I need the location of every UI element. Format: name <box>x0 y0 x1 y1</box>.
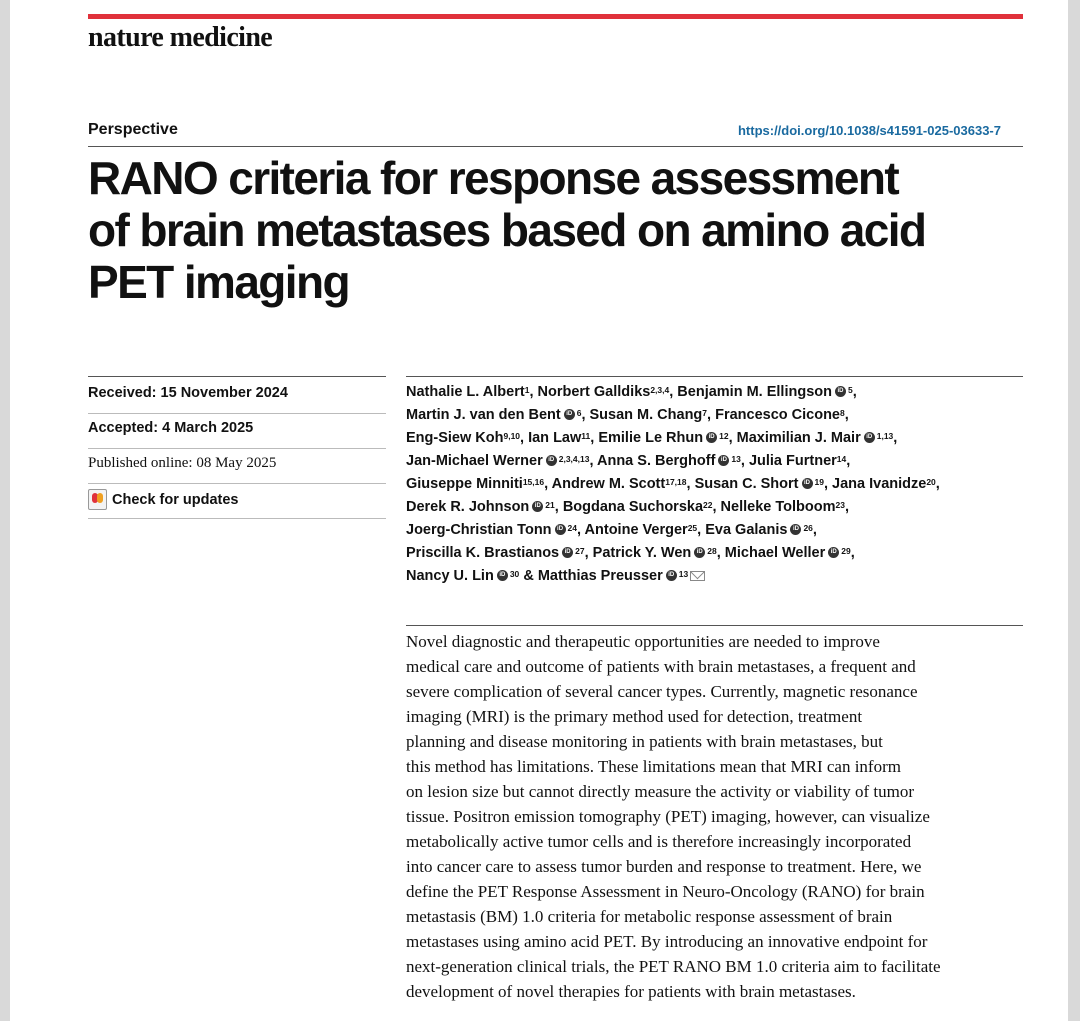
abstract-line: metastasis (BM) 1.0 criteria for metabolic response assessment of brain <box>406 907 893 926</box>
abstract-line: imaging (MRI) is the primary method used for detection, treatment <box>406 707 863 726</box>
affiliation-superscript: 11 <box>581 431 591 441</box>
author-separator: , <box>844 499 849 515</box>
author-line <box>406 381 1026 404</box>
accepted-label: Accepted: <box>88 420 159 436</box>
article-page <box>10 0 1068 1021</box>
journal-accent-bar <box>88 14 1023 19</box>
author-name[interactable]: Martin J. van den Bent <box>406 407 561 423</box>
mail-icon[interactable] <box>690 571 705 581</box>
author-separator: , <box>935 476 940 492</box>
author-separator: , <box>823 476 833 492</box>
authors-rule <box>406 376 1023 377</box>
author-separator: , <box>589 453 597 469</box>
author-separator: , <box>707 407 716 423</box>
abstract-line: define the PET Response Assessment in Neuro-Oncology (RANO) for brain <box>406 882 925 901</box>
author-name[interactable]: Eva Galanis <box>705 522 788 538</box>
orcid-icon[interactable] <box>864 432 875 443</box>
published-date: Published online: 08 May 2025 <box>88 455 277 471</box>
affiliation-superscript: 29 <box>841 546 851 556</box>
author-separator: , <box>686 476 695 492</box>
author-line <box>406 404 1026 427</box>
affiliation-superscript: 1,13 <box>876 431 894 441</box>
affiliation-superscript: 13 <box>731 454 741 464</box>
affiliation-superscript: 2,3,4 <box>650 385 670 395</box>
author-separator: , <box>740 453 749 469</box>
author-separator: , <box>716 545 725 561</box>
author-name[interactable]: Jana Ivanidze <box>832 476 927 492</box>
author-name[interactable]: Nancy U. Lin <box>406 568 494 584</box>
affiliation-superscript: 2,3,4,13 <box>558 454 590 464</box>
affiliation-superscript: 17,18 <box>665 477 687 487</box>
author-name[interactable]: Bogdana Suchorska <box>562 499 704 515</box>
abstract-line: next-generation clinical trials, the PET RANO BM 1.0 criteria aim to facilitate <box>406 957 941 976</box>
author-separator: , <box>590 430 599 446</box>
affiliation-superscript: 9,10 <box>503 431 521 441</box>
affiliation-superscript: 30 <box>509 569 520 579</box>
abstract-line: tissue. Positron emission tomography (PET) imaging, however, can visualize <box>406 807 930 826</box>
author-name[interactable]: Maximilian J. Mair <box>736 430 861 446</box>
article-title <box>88 152 988 308</box>
affiliation-superscript: 6 <box>576 408 582 418</box>
header-rule <box>88 146 1023 147</box>
title-line: RANO criteria for response assessment <box>88 152 899 204</box>
affiliation-superscript: 27 <box>575 546 585 556</box>
author-name[interactable]: Andrew M. Scott <box>551 476 666 492</box>
affiliation-superscript: 7 <box>702 408 708 418</box>
author-name[interactable]: Antoine Verger <box>584 522 688 538</box>
abstract-line: metabolically active tumor cells and is therefore increasingly incorporated <box>406 832 912 851</box>
author-separator: , <box>846 453 851 469</box>
author-name[interactable]: Nelleke Tolboom <box>720 499 836 515</box>
author-name[interactable]: Emilie Le Rhun <box>598 430 704 446</box>
affiliation-superscript: 1 <box>524 385 530 395</box>
affiliation-superscript: 5 <box>847 385 853 395</box>
accepted-date <box>88 420 253 436</box>
accepted-value: 4 March 2025 <box>162 420 254 436</box>
orcid-icon[interactable] <box>790 524 801 535</box>
meta-divider <box>88 448 386 449</box>
abstract-line: into cancer care to assess tumor burden and response to treatment. Here, we <box>406 857 922 876</box>
affiliation-superscript: 21 <box>545 500 555 510</box>
abstract-line: this method has limitations. These limitations mean that MRI can inform <box>406 757 901 776</box>
orcid-icon[interactable] <box>562 547 573 558</box>
author-name[interactable]: Patrick Y. Wen <box>592 545 692 561</box>
author-separator: , <box>893 430 898 446</box>
author-separator: , <box>581 407 590 423</box>
author-separator: , <box>544 476 552 492</box>
author-line <box>406 565 1026 588</box>
orcid-icon[interactable] <box>666 570 677 581</box>
author-separator: , <box>844 407 849 423</box>
author-name[interactable]: Norbert Galldiks <box>537 384 651 400</box>
author-name[interactable]: Benjamin M. Ellingson <box>677 384 832 400</box>
orcid-icon[interactable] <box>835 386 846 397</box>
author-separator: , <box>554 499 563 515</box>
received-date <box>88 385 288 401</box>
article-type: Perspective <box>88 121 178 138</box>
author-separator: , <box>712 499 721 515</box>
affiliation-superscript: 28 <box>707 546 717 556</box>
abstract-line: medical care and outcome of patients with brain metastases, a frequent and <box>406 657 916 676</box>
orcid-icon[interactable] <box>706 432 717 443</box>
affiliation-superscript: 22 <box>703 500 713 510</box>
affiliation-superscript: 13 <box>678 569 689 579</box>
check-for-updates-label: Check for updates <box>112 491 239 508</box>
author-separator: , <box>850 545 855 561</box>
author-name[interactable]: Giuseppe Minniti <box>406 476 523 492</box>
affiliation-superscript: 26 <box>803 523 813 533</box>
author-line <box>406 496 1026 519</box>
author-separator: , <box>669 384 678 400</box>
author-line <box>406 450 1026 473</box>
author-name[interactable]: Susan M. Chang <box>589 407 703 423</box>
affiliation-superscript: 12 <box>719 431 729 441</box>
author-separator: , <box>584 545 593 561</box>
author-name[interactable]: Susan C. Short <box>694 476 799 492</box>
abstract-line: severe complication of several cancer types. Currently, magnetic resonance <box>406 682 918 701</box>
check-for-updates-button[interactable] <box>88 489 239 510</box>
title-line: of brain metastases based on amino acid <box>88 204 926 256</box>
author-name[interactable]: Eng-Siew Koh <box>406 430 504 446</box>
author-separator: , <box>697 522 706 538</box>
received-label: Received: <box>88 385 157 401</box>
orcid-icon[interactable] <box>718 455 729 466</box>
affiliation-superscript: 8 <box>840 408 845 418</box>
author-line <box>406 473 1026 496</box>
author-separator: , <box>520 430 529 446</box>
abstract-line: planning and disease monitoring in patients with brain metastases, but <box>406 732 883 751</box>
orcid-icon[interactable] <box>828 547 839 558</box>
author-line <box>406 427 1026 450</box>
affiliation-superscript: 20 <box>926 477 936 487</box>
abstract-line: development of novel therapies for patients with brain metastases. <box>406 982 856 1001</box>
author-separator: , <box>577 522 585 538</box>
orcid-icon[interactable] <box>532 501 543 512</box>
author-line <box>406 519 1026 542</box>
journal-name: nature medicine <box>88 22 273 53</box>
author-separator: , <box>852 384 857 400</box>
orcid-icon[interactable] <box>694 547 705 558</box>
received-value: 15 November 2024 <box>160 385 288 401</box>
affiliation-superscript: 23 <box>835 500 845 510</box>
author-name[interactable]: Priscilla K. Brastianos <box>406 545 560 561</box>
meta-divider <box>88 483 386 484</box>
abstract-rule <box>406 625 1023 626</box>
affiliation-superscript: 14 <box>836 454 847 464</box>
author-name[interactable]: Jan-Michael Werner <box>406 453 543 469</box>
check-for-updates-icon <box>88 489 107 510</box>
affiliation-superscript: 24 <box>567 523 578 533</box>
abstract-line: metastases using amino acid PET. By introducing an innovative endpoint for <box>406 932 928 951</box>
affiliation-superscript: 25 <box>687 523 698 533</box>
author-line <box>406 542 1026 565</box>
author-name[interactable]: Michael Weller <box>724 545 826 561</box>
author-name[interactable]: Nathalie L. Albert <box>406 384 525 400</box>
abstract-line: on lesion size but cannot directly measure the activity or viability of tumor <box>406 782 914 801</box>
author-name[interactable]: Ian Law <box>528 430 582 446</box>
author-name[interactable]: Derek R. Johnson <box>406 499 530 515</box>
author-separator: & <box>519 568 538 584</box>
author-name[interactable]: Julia Furtner <box>748 453 837 469</box>
title-line: PET imaging <box>88 256 349 308</box>
orcid-icon[interactable] <box>497 570 508 581</box>
meta-rule <box>88 376 386 377</box>
author-name[interactable]: Anna S. Berghoff <box>597 453 716 469</box>
orcid-icon[interactable] <box>802 478 813 489</box>
orcid-icon[interactable] <box>555 524 566 535</box>
meta-divider <box>88 413 386 414</box>
author-separator: , <box>812 522 817 538</box>
author-list <box>406 381 1026 588</box>
meta-divider <box>88 518 386 519</box>
author-separator: , <box>728 430 737 446</box>
orcid-icon[interactable] <box>546 455 557 466</box>
affiliation-superscript: 19 <box>814 477 824 487</box>
abstract-line: Novel diagnostic and therapeutic opportunities are needed to improve <box>406 632 880 651</box>
author-name[interactable]: Francesco Cicone <box>715 407 841 423</box>
orcid-icon[interactable] <box>564 409 575 420</box>
abstract <box>406 629 1036 1004</box>
author-separator: , <box>529 384 538 400</box>
author-name[interactable]: Joerg-Christian Tonn <box>406 522 552 538</box>
doi-link[interactable]: https://doi.org/10.1038/s41591-025-03633-7 <box>737 123 1001 138</box>
affiliation-superscript: 15,16 <box>522 477 545 487</box>
author-name[interactable]: Matthias Preusser <box>537 568 663 584</box>
